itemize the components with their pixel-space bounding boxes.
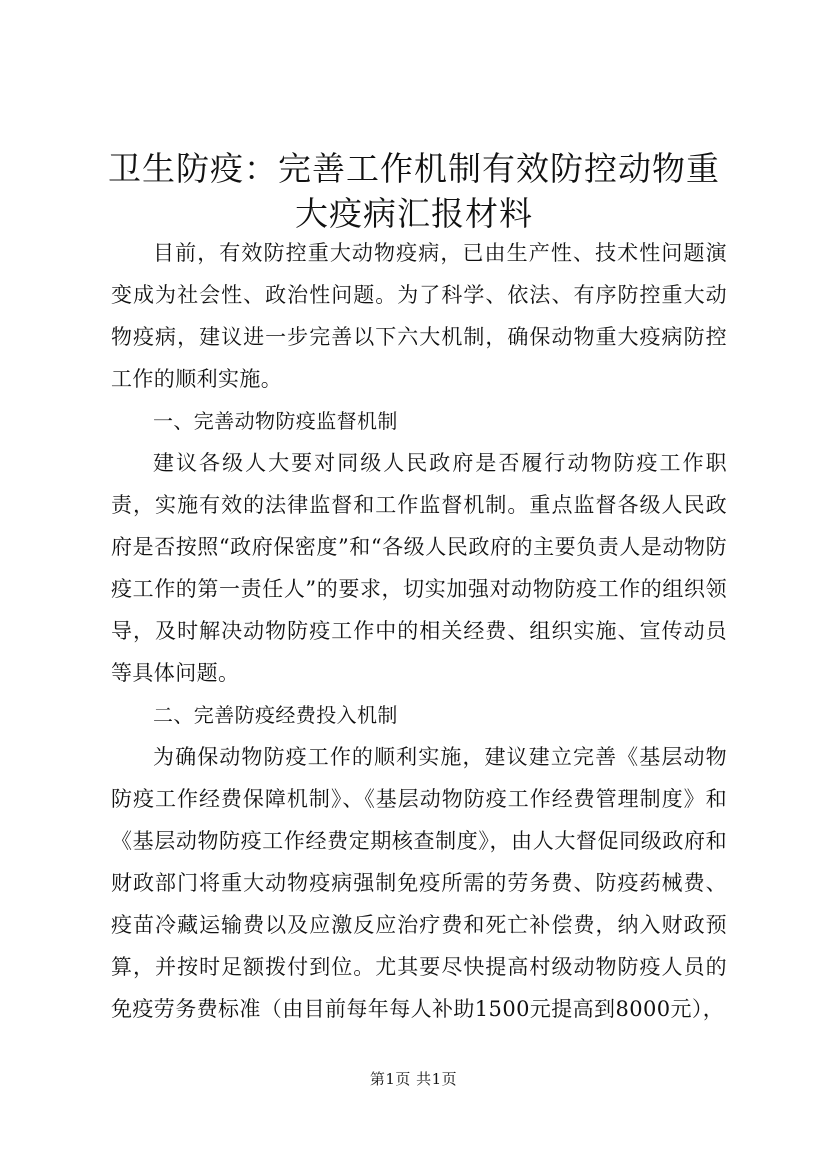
document-title: 卫生防疫：完善工作机制有效防控动物重大疫病汇报材料 [108,149,720,233]
document-body [111,232,727,1030]
paragraph-funding: 为确保动物防疫工作的顺利实施，建议建立完善《基层动物防疫工作经费保障机制》、《基层动物防疫工作经费管理制度》和《基层动物防疫工作经费定期核查制度》，由人大督促同级政府和财政部门将重大动物疫病强制免疫所需的劳务费、防疫药械费、疫苗冷藏运输费以及应激反应治疗费和死亡补偿费，纳入财政预算，并按时足额拨付到位。尤其要尽快提高村级动物防疫人员的免疫劳务费标准（由目前每年每人补助1500元提高到8000元）， [111,745,727,1021]
paragraph-intro: 目前，有效防控重大动物疫病，已由生产性、技术性问题演变成为社会性、政治性问题。为了科学、依法、有序防控重大动物疫病，建议进一步完善以下六大机制，确保动物重大疫病防控工作的顺利实施。 [111,241,727,391]
section-heading-1: 一、完善动物防疫监督机制 [153,409,398,433]
page-number-footer: 第1页 共1页 [369,1070,458,1088]
section-heading-2: 二、完善防疫经费投入机制 [153,703,398,727]
paragraph-supervision: 建议各级人大要对同级人民政府是否履行动物防疫工作职责，实施有效的法律监督和工作监督机制。重点监督各级人民政府是否按照“政府保密度”和“各级人民政府的主要负责人是动物防疫工作的第一责任人”的要求，切实加强对动物防疫工作的组织领导，及时解决动物防疫工作中的相关经费、组织实施、宣传动员等具体问题。 [111,451,727,685]
